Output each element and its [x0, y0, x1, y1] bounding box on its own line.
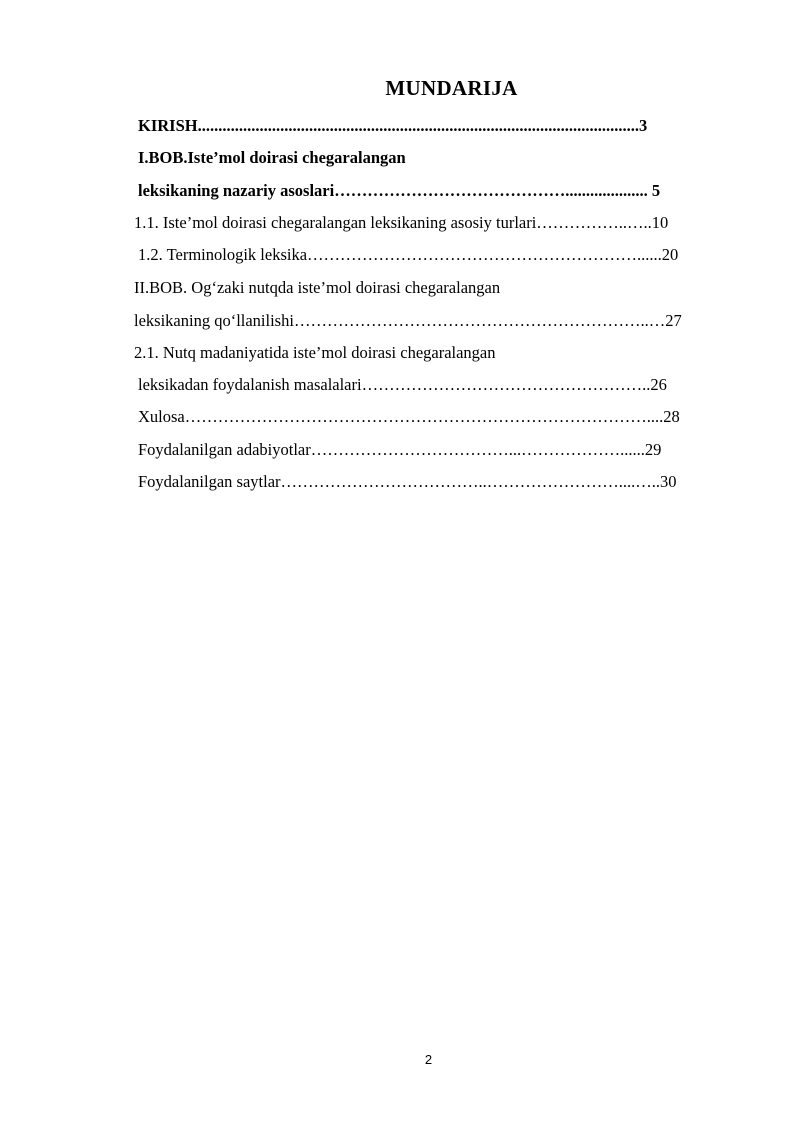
page-title: MUNDARIJA [385, 76, 518, 100]
toc-entry-chapter-2-title: II.BOB. Og‘zaki nutqda iste’mol doirasi chegaralangan [134, 278, 501, 297]
toc-entry-section-1-2: 1.2. Terminologik leksika……………………………………………………......20 [138, 245, 679, 264]
toc-entry-kirish: KIRISH...........................................................................................................3 [138, 116, 648, 135]
toc-entry-chapter-1-title: I.BOB.Iste’mol doirasi chegaralangan [138, 148, 406, 167]
toc-entry-xulosa: Xulosa…………………………………………………………………………....28 [138, 407, 680, 426]
toc-entry-chapter-1-title-cont: leksikaning nazariy asoslari…………………………………….................... 5 [138, 181, 661, 200]
toc-entry-saytlar: Foydalanilgan saytlar………………………………..……………………....…..30 [138, 472, 677, 491]
toc-entry-section-1-1: 1.1. Iste’mol doirasi chegaralangan leksikaning asosiy turlari……………..…..10 [134, 213, 669, 232]
page-number: 2 [424, 1052, 433, 1067]
toc-entry-section-2-1: 2.1. Nutq madaniyatida iste’mol doirasi chegaralangan [134, 343, 496, 362]
toc-entry-chapter-2-title-cont: leksikaning qo‘llanilishi………………………………………………………..…27 [134, 311, 682, 330]
toc-entry-section-2-1-cont: leksikadan foydalanish masalalari……………………………………………..26 [138, 375, 667, 394]
toc-entry-adabiyotlar: Foydalanilgan adabiyotlar………………………………...………………......29 [138, 440, 662, 459]
